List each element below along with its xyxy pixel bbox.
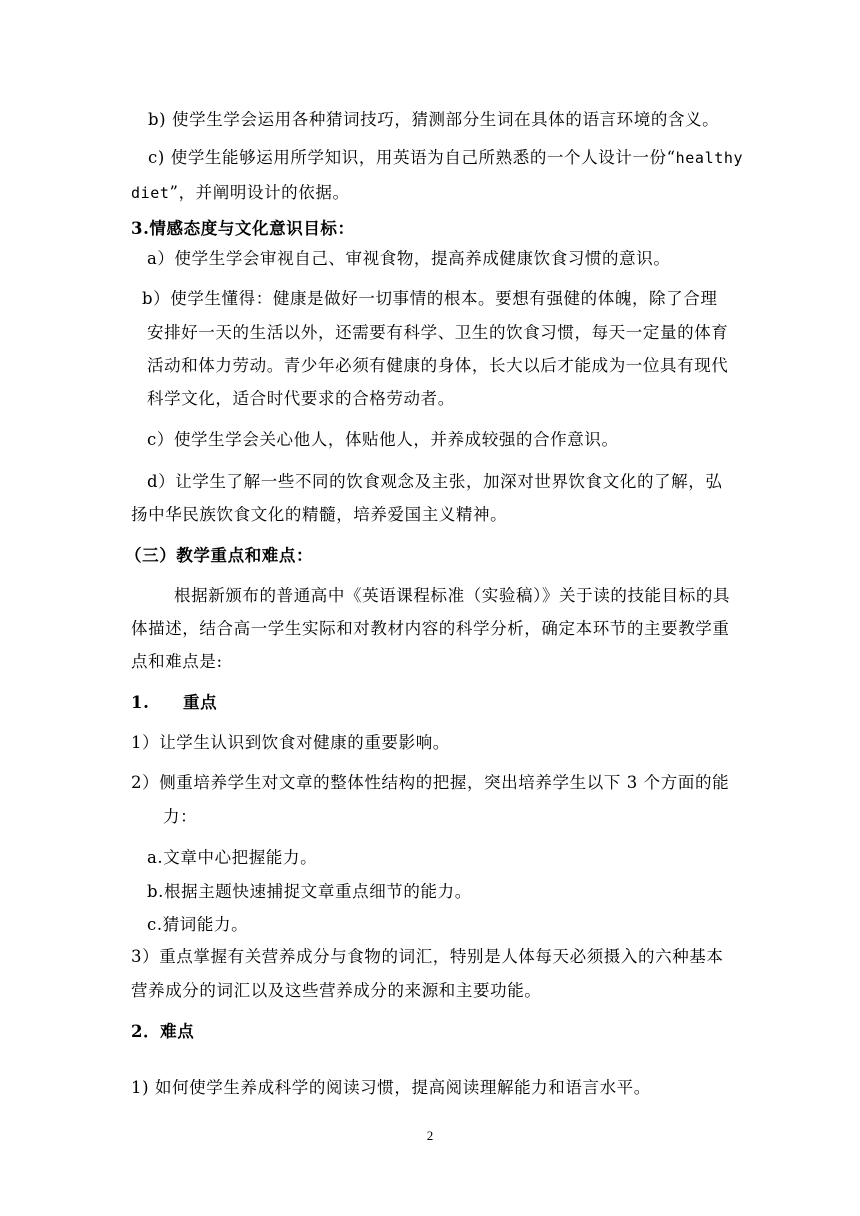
difficulty-1: 1) 如何使学生养成科学的阅读习惯，提高阅读理解能力和语言水平。 xyxy=(131,1078,651,1097)
emotion-a: a）使学生学会审视自己、审视食物，提高养成健康饮食习惯的意识。 xyxy=(147,249,671,268)
key-point-2-item-b: b.根据主题快速捕捉文章重点细节的能力。 xyxy=(147,882,472,901)
emotion-b-line-1: b）使学生懂得：健康是做好一切事情的根本。要想有强健的体魄，除了合理 xyxy=(142,289,718,308)
page-number: 2 xyxy=(426,1128,434,1143)
key-point-number: 1. xyxy=(131,693,150,712)
emotion-d-line-1: d）让学生了解一些不同的饮食观念及主张，加深对世界饮食文化的了解，弘 xyxy=(147,472,723,491)
objective-c-english: healthy xyxy=(675,149,744,167)
key-point-2-item-a: a.文章中心把握能力。 xyxy=(147,848,318,867)
key-point-2-line-2: 力： xyxy=(163,807,198,826)
section-heading-focus: （三）教学重点和难点： xyxy=(125,546,314,565)
objective-c-text-2: ”，并阐明设计的依据。 xyxy=(169,183,350,202)
emotion-b-line-2: 安排好一天的生活以外，还需要有科学、卫生的饮食习惯，每天一定量的体育 xyxy=(147,323,729,342)
difficulty-heading: 2．难点 xyxy=(131,1022,195,1041)
intro-line-1: 根据新颁布的普通高中《英语课程标准（实验稿）》关于读的技能目标的具 xyxy=(174,586,731,605)
objective-b-line: b) 使学生学会运用各种猜词技巧，猜测部分生词在具体的语言环境的含义。 xyxy=(148,110,720,129)
key-point-1: 1）让学生认识到饮食对健康的重要影响。 xyxy=(131,733,450,752)
objective-c-english-2: diet xyxy=(131,184,170,202)
intro-line-3: 点和难点是: xyxy=(131,652,223,671)
objective-c-line-1 xyxy=(148,148,743,168)
emotion-b-line-3: 活动和体力劳动。青少年必须有健康的身体，长大以后才能成为一位具有现代 xyxy=(147,356,729,375)
key-point-3-line-1: 3）重点掌握有关营养成分与食物的词汇，特别是人体每天必须摄入的六种基本 xyxy=(131,947,724,966)
objective-c-line-2 xyxy=(131,183,350,203)
emotion-c: c）使学生学会关心他人，体贴他人，并养成较强的合作意识。 xyxy=(147,430,619,449)
key-point-2-line-1: 2）侧重培养学生对文章的整体性结构的把握，突出培养学生以下 3 个方面的能 xyxy=(131,773,730,792)
emotion-b-line-4: 科学文化，适合时代要求的合格劳动者。 xyxy=(147,389,455,408)
key-point-3-line-2: 营养成分的词汇以及这些营养成分的来源和主要功能。 xyxy=(131,981,542,1000)
intro-line-2: 体描述，结合高一学生实际和对教材内容的科学分析，确定本环节的主要教学重 xyxy=(131,619,730,638)
objective-c-text: c) 使学生能够运用所学知识，用英语为自己所熟悉的一个人设计一份“ xyxy=(148,148,676,167)
key-point-heading: 重点 xyxy=(183,693,218,712)
emotion-d-line-2: 扬中华民族饮食文化的精髓，培养爱国主义精神。 xyxy=(131,505,508,524)
key-point-2-item-c: c.猜词能力。 xyxy=(147,915,249,934)
section-heading-3: 3.情感态度与文化意识目标： xyxy=(131,219,355,238)
